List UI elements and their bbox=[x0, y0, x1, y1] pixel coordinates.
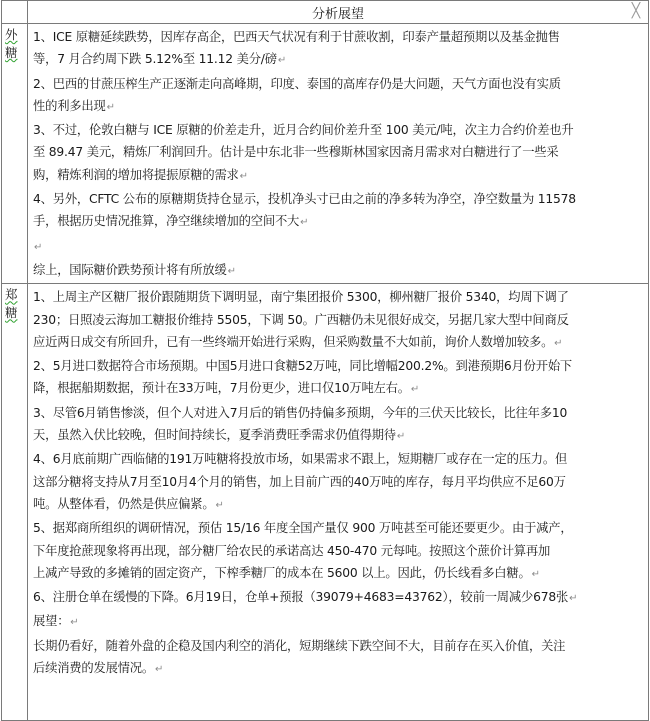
text-line: 降，根据船期数据，预计在33万吨，7月份更少，进口仅10万吨左右。↵ bbox=[33, 381, 420, 396]
text-line: 6、注册仓单在缓慢的下降。6月19日，仓单+预报（39079+4683=43762），较前一周减少678张↵ bbox=[33, 590, 578, 605]
text-line: 至 89.47 美元，精炼厂利润回升。估计是中东北非一些穆斯林国家因斋月需求对白糖进行了一些采 bbox=[33, 145, 559, 160]
text-line: 后续消费的发展情况。↵ bbox=[33, 661, 164, 676]
text-line: 性的利多出现↵ bbox=[33, 98, 115, 113]
section-label-foreign-sugar: 外 糖 bbox=[2, 24, 28, 284]
analysis-table bbox=[1, 0, 649, 721]
text-line: 展望：↵ bbox=[33, 614, 79, 629]
text-line: 上减产导致的多摊销的固定资产，下榨季糖厂的成本在 5600 以上。因此，仍长线看多白糖。↵ bbox=[33, 565, 540, 580]
text-line: 应近两日成交有所回升，已有一些终端开始进行采购，但采购数量不大如前，询价人数增加较多。↵ bbox=[33, 334, 563, 349]
text-line: 2、巴西的甘蔗压榨生产正逐渐走向高峰期，印度、泰国的高库存仍是大问题，天气方面也没有实质 bbox=[33, 76, 561, 91]
text-line: 购，精炼利润的增加将提振原糖的需求↵ bbox=[33, 167, 248, 182]
close-icon[interactable]: ╳ bbox=[631, 3, 641, 19]
text-line: 4、6月底前期广西临储的191万吨糖将投放市场，如果需求不跟上，短期糖厂或存在一定的压力。但 bbox=[33, 452, 568, 467]
text-line: 吨。从整体看，仍然是供应偏紧。↵ bbox=[33, 496, 224, 511]
header-row bbox=[2, 1, 649, 24]
text-line: 1、ICE 原糖延续跌势，因库存高企，巴西天气状况有利于甘蔗收割，印泰产量超预期以及基金抛售 bbox=[33, 30, 560, 44]
text-line: 这部分糖将支持从7月至10月4个月的销售，加上目前广西的40万吨的库存，每月平均供应不足60万 bbox=[33, 474, 566, 489]
header-title: 分析展望 bbox=[311, 6, 364, 22]
header-title-cell bbox=[28, 1, 649, 24]
section-row-foreign-sugar bbox=[2, 24, 649, 284]
header-blank-cell bbox=[2, 1, 28, 24]
text-line: 230；日照凌云海加工糖报价维持 5505，下调 50。广西糖仍未见很好成交，另据几家大型中间商反 bbox=[33, 312, 569, 327]
text-line: 2、5月进口数据符合市场预期。中国5月进口食糖52万吨，同比增幅200.2%。到港预期6月份开始下 bbox=[33, 359, 573, 374]
section-content-zhengzhou-sugar bbox=[28, 284, 649, 721]
text-line: 手，根据历史情况推算，净空继续增加的空间不大↵ bbox=[33, 214, 309, 229]
text-line: 3、尽管6月销售惨淡，但个人对进入7月后的销售仍持偏多预期，今年的三伏天比较长，比往年多10 bbox=[33, 405, 568, 420]
text-line: 5、据郑商所组织的调研情况，预估 15/16 年度全国产量仅 900 万吨甚至可能还要更少。由于减产， bbox=[33, 521, 573, 536]
text-line: 综上，国际糖价跌势预计将有所放缓↵ bbox=[33, 262, 236, 277]
section-row-zhengzhou-sugar bbox=[2, 284, 649, 721]
text-line: 下年度抢蔗现象将再出现，部分糖厂给农民的承诺高达 450-470 元每吨。按照这个蔗价计算再加 bbox=[33, 543, 551, 558]
text-line: ↵ bbox=[34, 241, 43, 253]
section-content-foreign-sugar bbox=[28, 24, 649, 284]
text-line: 3、不过，伦敦白糖与 ICE 原糖的价差走升，近月合约间价差升至 100 美元/吨，次主力合约价差也升 bbox=[33, 123, 574, 138]
text-line: 等，7 月合约周下跌 5.12%至 11.12 美分/磅↵ bbox=[33, 52, 287, 67]
section-label-zhengzhou-sugar: 郑 糖 bbox=[2, 284, 28, 721]
text-line: 4、另外，CFTC 公布的原糖期货持仓显示，投机净头寸已由之前的净多转为净空，净空数量为 11578 bbox=[33, 192, 576, 207]
text-line: 天，虽然入伏比较晚，但时间持续长，夏季消费旺季需求仍值得期待↵ bbox=[33, 428, 406, 443]
text-line: 1、上周主产区糖厂报价跟随期货下调明显，南宁集团报价 5300，柳州糖厂报价 5340，均周下调了 bbox=[33, 290, 569, 305]
text-line: 长期仍看好，随着外盘的企稳及国内利空的消化，短期继续下跌空间不大，目前存在买入价值，关注 bbox=[33, 638, 566, 653]
